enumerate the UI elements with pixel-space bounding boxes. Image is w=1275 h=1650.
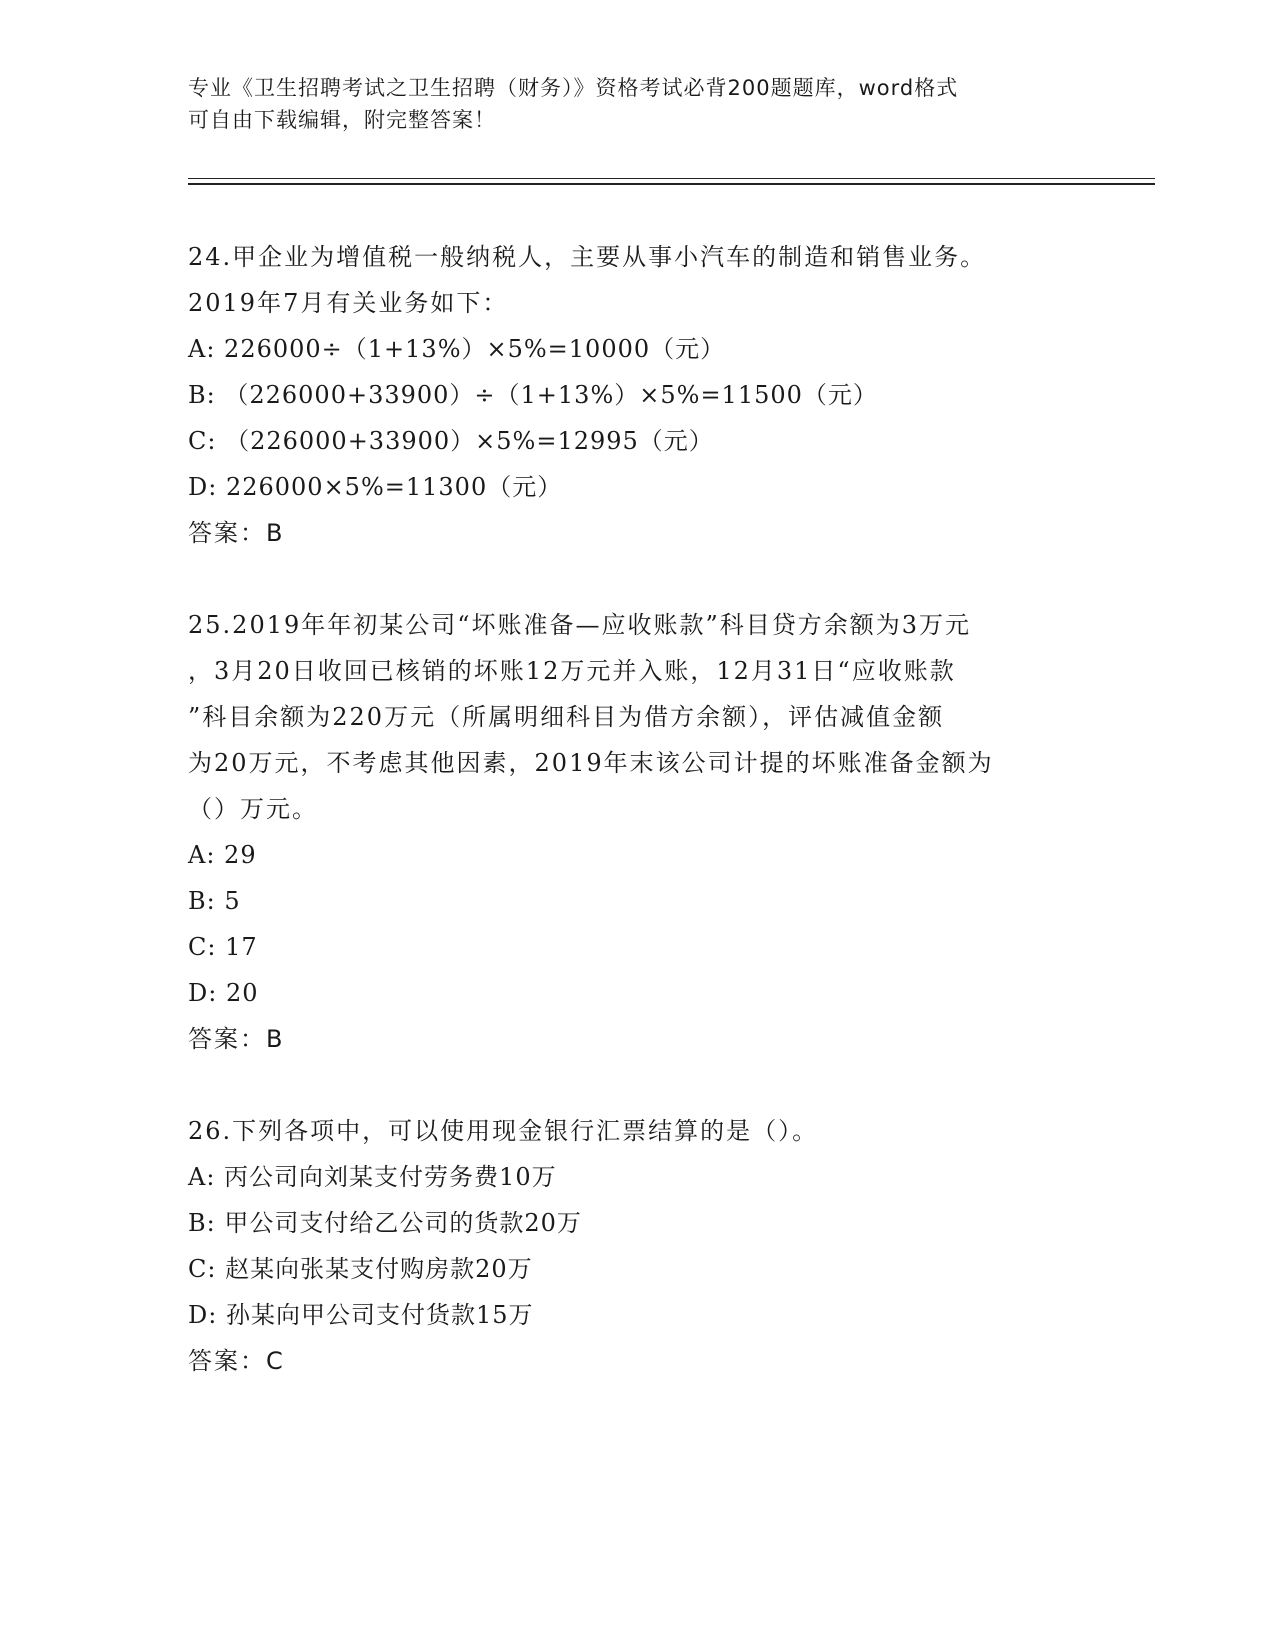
- document-header: [188, 72, 1088, 136]
- question-text-line: 为20万元，不考虑其他因素，2019年末该公司计提的坏账准备金额为: [188, 749, 994, 777]
- header-line-1: 专业《卫生招聘考试之卫生招聘（财务）》资格考试必背200题题库，word格式: [188, 76, 959, 100]
- question-24: [188, 234, 1088, 556]
- question-spacer: [188, 1062, 1088, 1108]
- option-c: C: （226000+33900）×5%=12995（元）: [188, 427, 714, 455]
- question-text-line: 26.下列各项中，可以使用现金银行汇票结算的是（）。: [188, 1117, 819, 1145]
- header-divider-thin: [188, 178, 1155, 179]
- question-list: [188, 234, 1088, 1384]
- answer-label: 答案：B: [188, 519, 285, 547]
- question-spacer: [188, 556, 1088, 602]
- option-d: D: 孙某向甲公司支付货款15万: [188, 1301, 534, 1329]
- option-a: A: 29: [188, 841, 257, 869]
- question-text-line: 25.2019年年初某公司“坏账准备—应收账款”科目贷方余额为3万元: [188, 611, 972, 639]
- question-text-line: ”科目余额为220万元（所属明细科目为借方余额），评估减值金额: [188, 703, 945, 731]
- answer-label: 答案：B: [188, 1025, 285, 1053]
- header-line-2: 可自由下载编辑，附完整答案！: [188, 108, 496, 132]
- question-text-line: （）万元。: [188, 795, 318, 823]
- option-a: A: 226000÷（1+13%）×5%=10000（元）: [188, 335, 726, 363]
- option-c: C: 赵某向张某支付购房款20万: [188, 1255, 533, 1283]
- question-text-line: ，3月20日收回已核销的坏账12万元并入账，12月31日“应收账款: [188, 657, 956, 685]
- option-d: D: 20: [188, 979, 259, 1007]
- question-25: [188, 602, 1088, 1062]
- option-a: A: 丙公司向刘某支付劳务费10万: [188, 1163, 557, 1191]
- question-26: [188, 1108, 1088, 1384]
- question-text-line: 2019年7月有关业务如下：: [188, 289, 509, 317]
- option-d: D: 226000×5%=11300（元）: [188, 473, 563, 501]
- option-b: B: 甲公司支付给乙公司的货款20万: [188, 1209, 582, 1237]
- option-b: B: 5: [188, 887, 241, 915]
- header-divider-thick: [188, 183, 1155, 185]
- question-text-line: 24.甲企业为增值税一般纳税人，主要从事小汽车的制造和销售业务。: [188, 243, 987, 271]
- answer-label: 答案：C: [188, 1347, 285, 1375]
- option-c: C: 17: [188, 933, 258, 961]
- option-b: B: （226000+33900）÷（1+13%）×5%=11500（元）: [188, 381, 878, 409]
